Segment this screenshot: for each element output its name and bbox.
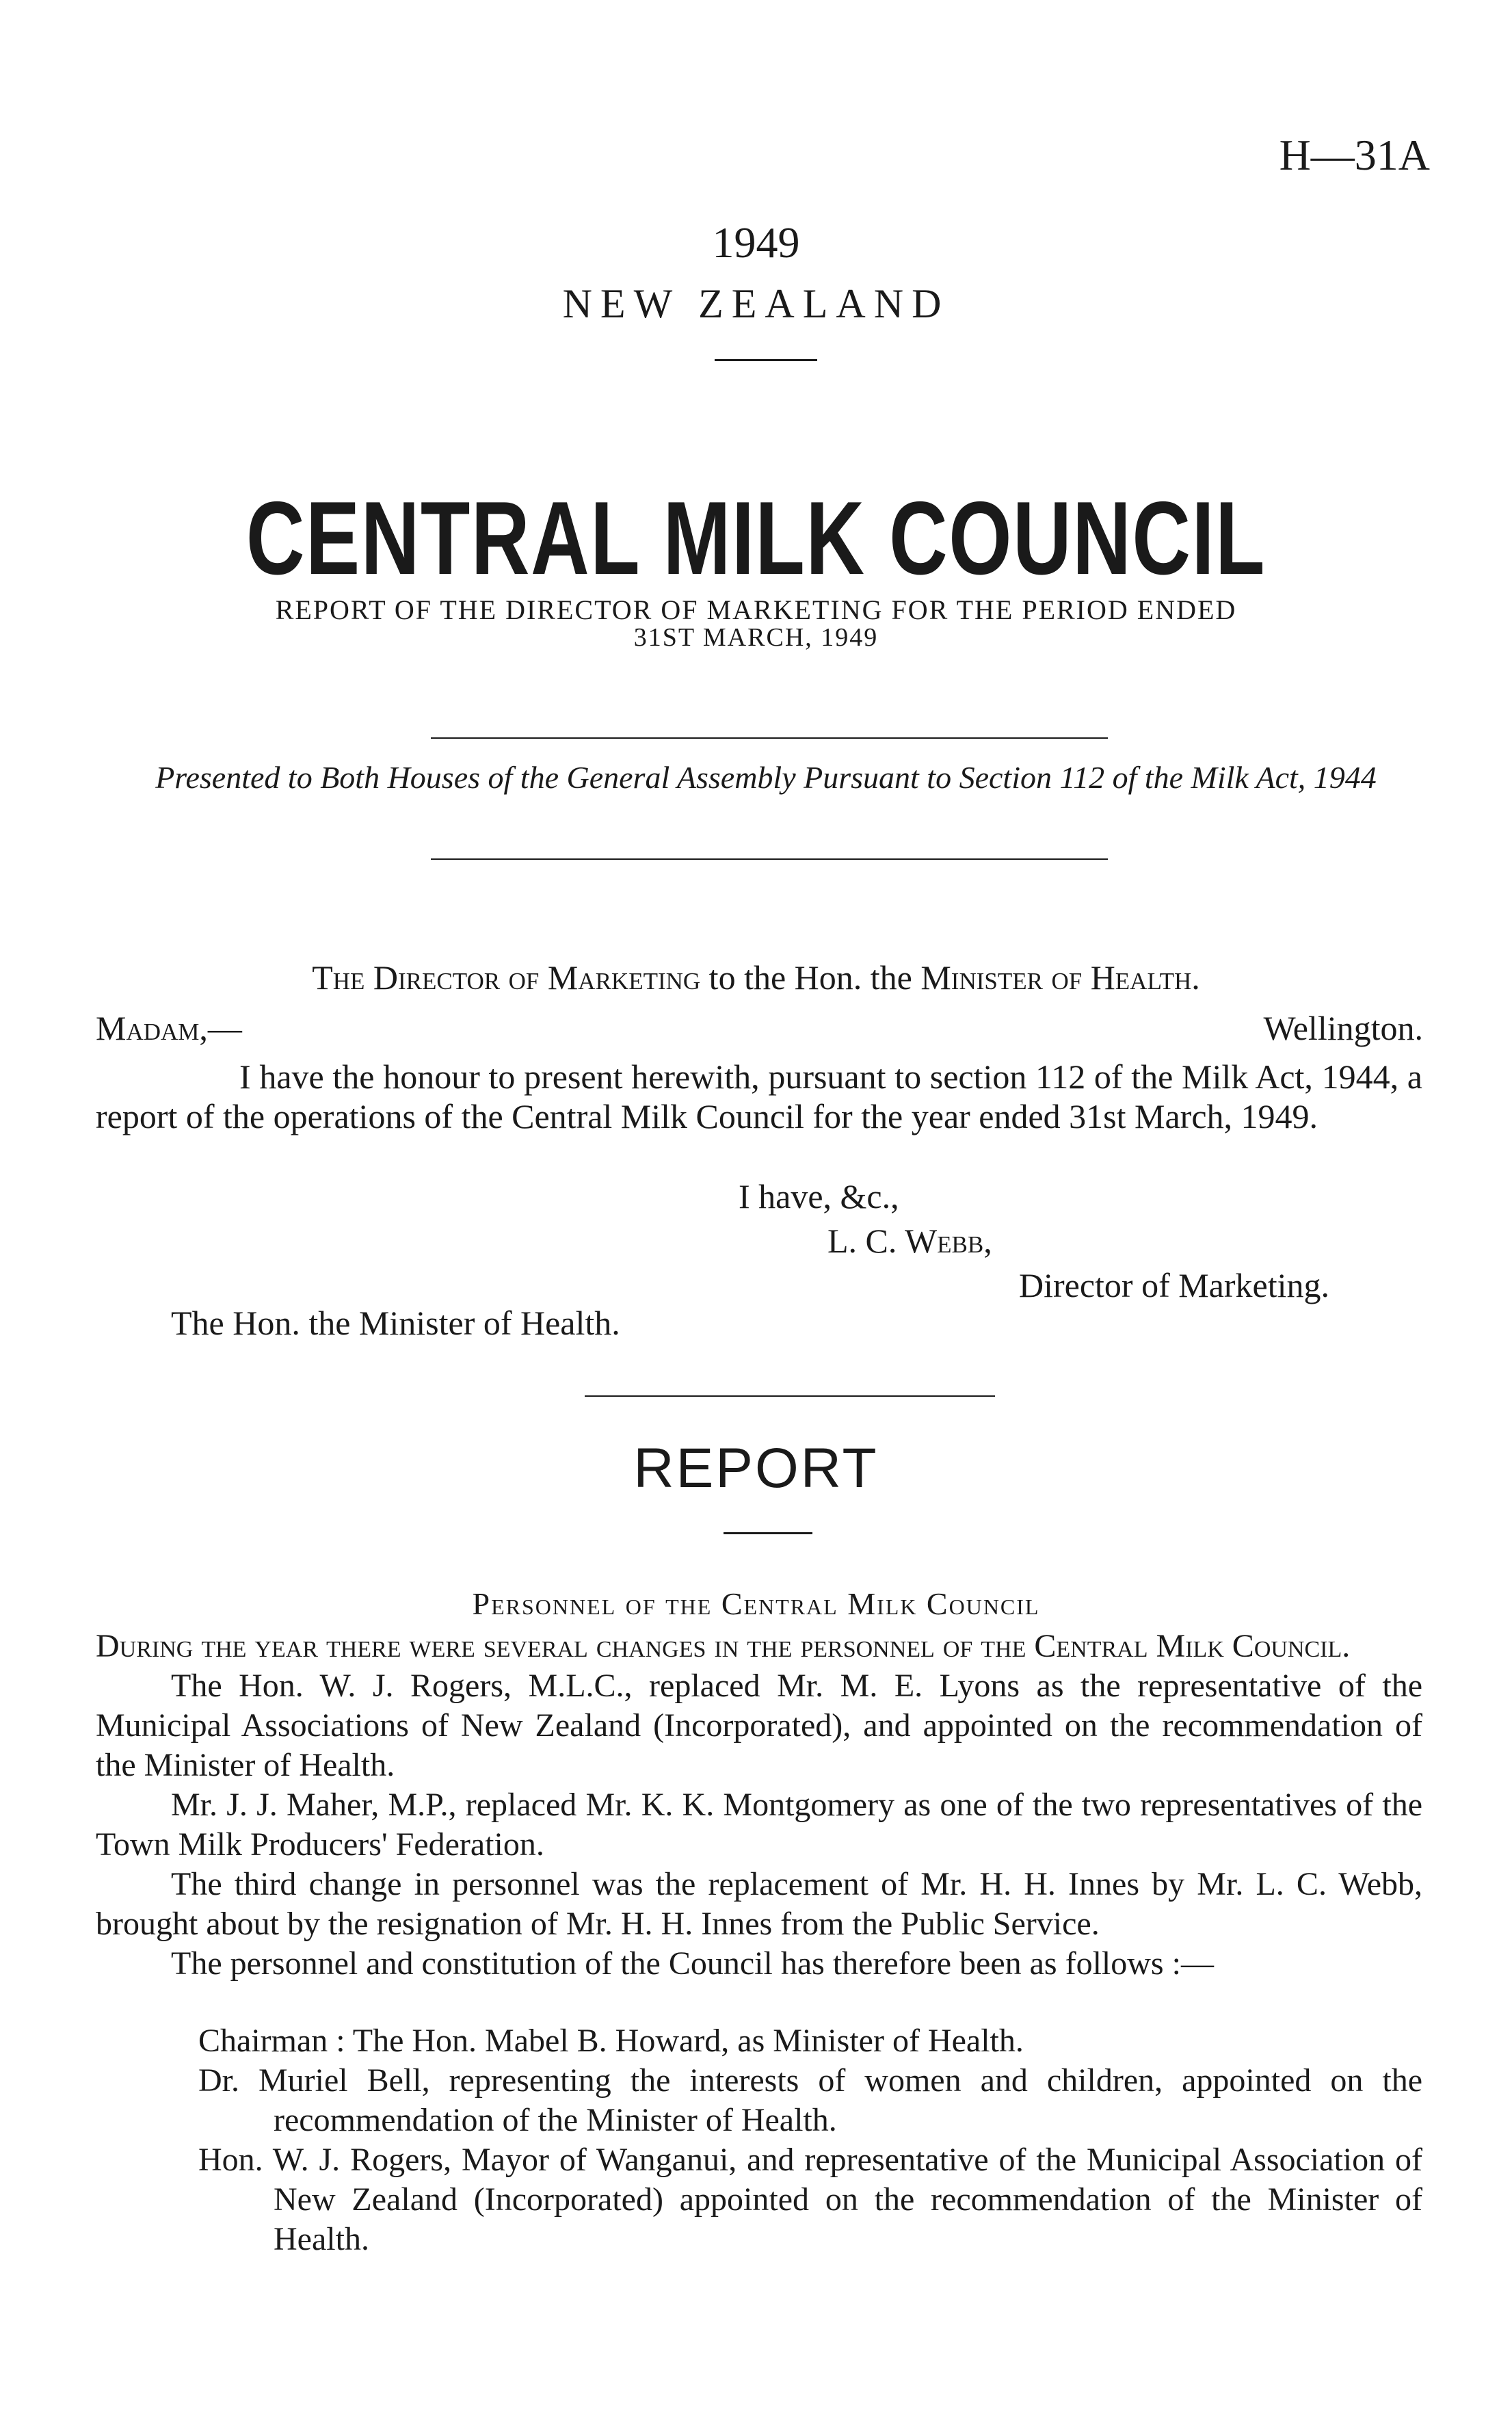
address-from: The Director of Marketing (312, 958, 701, 997)
document-year: 1949 (712, 218, 800, 267)
letter-body: I have the honour to present herewith, pursuant to section 112 of the Milk Act, 1944, a report of the operations of the Central Milk Council for the year ended 31st March, 1949. (96, 1057, 1422, 1135)
address-to: to the Hon. the (708, 958, 912, 997)
paragraph-text: During the year there were several changes in the personnel of the Central Milk Council. (96, 1628, 1351, 1664)
document-reference: H—31A (1279, 131, 1430, 179)
signer-title: Director of Marketing. (1019, 1266, 1330, 1304)
divider-long-bottom (431, 858, 1108, 860)
list-item: Chairman : The Hon. Mabel B. Howard, as Minister of Health. (198, 2023, 1024, 2059)
list-item: Hon. W. J. Rogers, Mayor of Wanganui, and representative of the Municipal Association of New Zealand (Incorporated) appointed on the recommendation of the Minister of Health. (198, 2142, 1422, 2257)
report-body (96, 1627, 1422, 1984)
address-minister: Minister of Health. (920, 958, 1200, 997)
paragraph (96, 1627, 1422, 1666)
paragraph: Mr. J. J. Maher, M.P., replaced Mr. K. K. Montgomery as one of the two representatives of the Town Milk Producers' Federation. (96, 1787, 1422, 1863)
divider-short (715, 359, 817, 361)
presented-statement: Presented to Both Houses of the General Assembly Pursuant to Section 112 of the Milk Act, 1944 (155, 760, 1377, 795)
letter-recipient: The Hon. the Minister of Health. (171, 1304, 620, 1342)
subtitle-line-1: REPORT OF THE DIRECTOR OF MARKETING FOR THE PERIOD ENDED (275, 594, 1237, 625)
member-list (198, 2021, 1422, 2259)
divider-middle (585, 1395, 995, 1397)
paragraph: The third change in personnel was the replacement of Mr. H. H. Innes by Mr. L. C. Webb, brought about by the resignation of Mr. H. H. Innes from the Public Service. (96, 1866, 1422, 1942)
subtitle-line-2: 31ST MARCH, 1949 (633, 623, 879, 652)
report-heading: REPORT (633, 1437, 879, 1499)
letter-signer: L. C. Webb, (827, 1222, 992, 1260)
list-item: Dr. Muriel Bell, representing the interests of women and children, appointed on the recommendation of the Minister of Health. (198, 2062, 1422, 2138)
page-title: CENTRAL MILK COUNCIL (246, 480, 1266, 596)
section-heading: Personnel of the Central Milk Council (472, 1586, 1040, 1621)
divider-long-top (431, 737, 1108, 739)
country-heading: NEW ZEALAND (562, 281, 950, 326)
divider-report (724, 1532, 812, 1534)
paragraph: The personnel and constitution of the Council has therefore been as follows :— (171, 1945, 1214, 1982)
paragraph: The Hon. W. J. Rogers, M.L.C., replaced Mr. M. E. Lyons as the representative of the Municipal Associations of New Zealand (Incorporated), and appointed on the recommendation of the Minister of Health. (96, 1668, 1422, 1783)
letter-closing: I have, &c., (739, 1177, 899, 1215)
letter-place: Wellington. (1263, 1009, 1423, 1047)
letter-address (0, 958, 1512, 997)
letter-salutation: Madam,— (96, 1009, 242, 1047)
